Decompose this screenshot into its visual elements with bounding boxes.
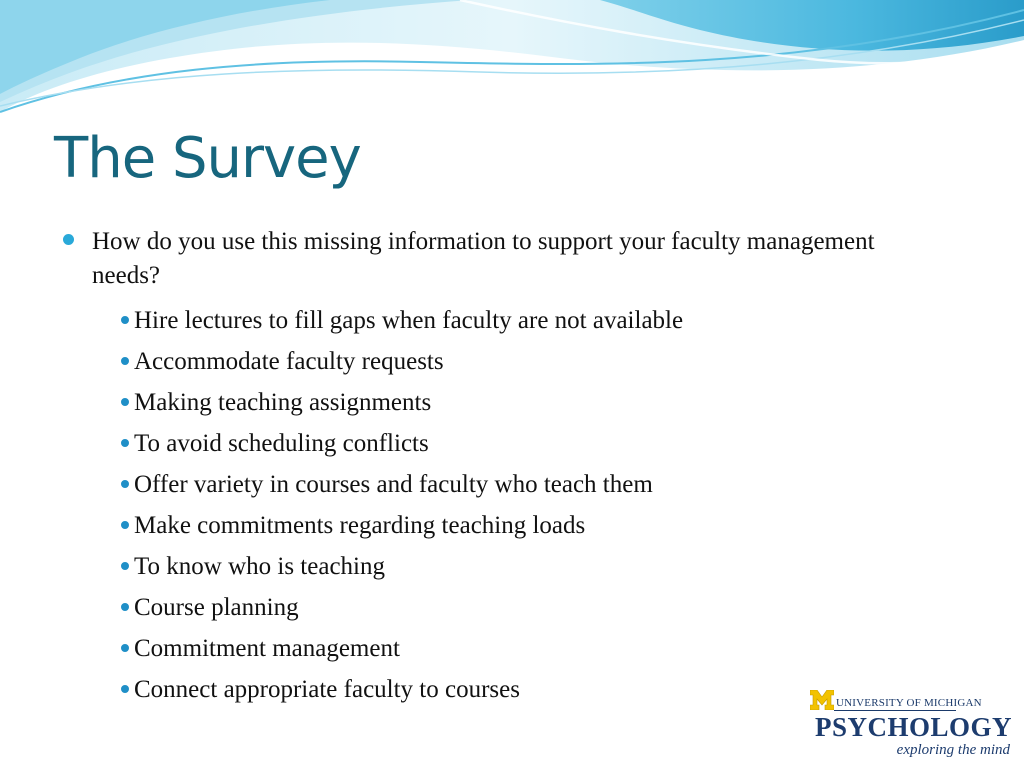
block-m-icon bbox=[810, 690, 834, 710]
sub-bullet-item bbox=[92, 669, 902, 710]
university-wordmark bbox=[810, 690, 982, 710]
sub-bullet-item bbox=[92, 382, 902, 423]
logo-divider bbox=[834, 710, 956, 711]
sub-bullet-icon bbox=[121, 562, 129, 570]
bullet-list bbox=[62, 225, 902, 710]
sub-bullet-text: Accommodate faculty requests bbox=[134, 348, 444, 375]
sub-bullet-icon bbox=[121, 685, 129, 693]
sub-bullet-list bbox=[92, 300, 902, 710]
sub-bullet-item bbox=[92, 341, 902, 382]
header-wave-decoration bbox=[0, 0, 1024, 125]
sub-bullet-icon bbox=[121, 480, 129, 488]
sub-bullet-text: Course planning bbox=[134, 594, 299, 621]
sub-bullet-icon bbox=[121, 521, 129, 529]
bullet-item bbox=[62, 225, 902, 710]
sub-bullet-text: Make commitments regarding teaching loads bbox=[134, 512, 586, 539]
sub-bullet-icon bbox=[121, 603, 129, 611]
university-logo bbox=[808, 690, 1020, 760]
sub-bullet-icon bbox=[121, 644, 129, 652]
department-name: PSYCHOLOGY bbox=[814, 712, 1012, 742]
sub-bullet-text: To avoid scheduling conflicts bbox=[134, 430, 429, 457]
sub-bullet-text: Making teaching assignments bbox=[134, 389, 432, 416]
sub-bullet-item bbox=[92, 546, 902, 587]
sub-bullet-item bbox=[92, 464, 902, 505]
sub-bullet-text: Connect appropriate faculty to courses bbox=[134, 676, 520, 703]
university-name: UNIVERSITY OF MICHIGAN bbox=[836, 697, 982, 709]
sub-bullet-item bbox=[92, 300, 902, 341]
sub-bullet-text: Hire lectures to fill gaps when faculty are not available bbox=[134, 307, 684, 334]
sub-bullet-item bbox=[92, 505, 902, 546]
sub-bullet-icon bbox=[121, 398, 129, 406]
bullet-text: How do you use this missing information to support your faculty management needs? bbox=[92, 228, 875, 289]
sub-bullet-text: Offer variety in courses and faculty who teach them bbox=[134, 471, 653, 498]
sub-bullet-icon bbox=[121, 439, 129, 447]
sub-bullet-item bbox=[92, 587, 902, 628]
sub-bullet-text: To know who is teaching bbox=[134, 553, 385, 580]
sub-bullet-item bbox=[92, 628, 902, 669]
sub-bullet-icon bbox=[121, 357, 129, 365]
department-tagline: exploring the mind bbox=[896, 742, 1010, 758]
sub-bullet-item bbox=[92, 423, 902, 464]
bullet-icon bbox=[63, 234, 74, 245]
sub-bullet-text: Commitment management bbox=[134, 635, 400, 662]
sub-bullet-icon bbox=[121, 316, 129, 324]
slide-title: The Survey bbox=[54, 126, 361, 191]
